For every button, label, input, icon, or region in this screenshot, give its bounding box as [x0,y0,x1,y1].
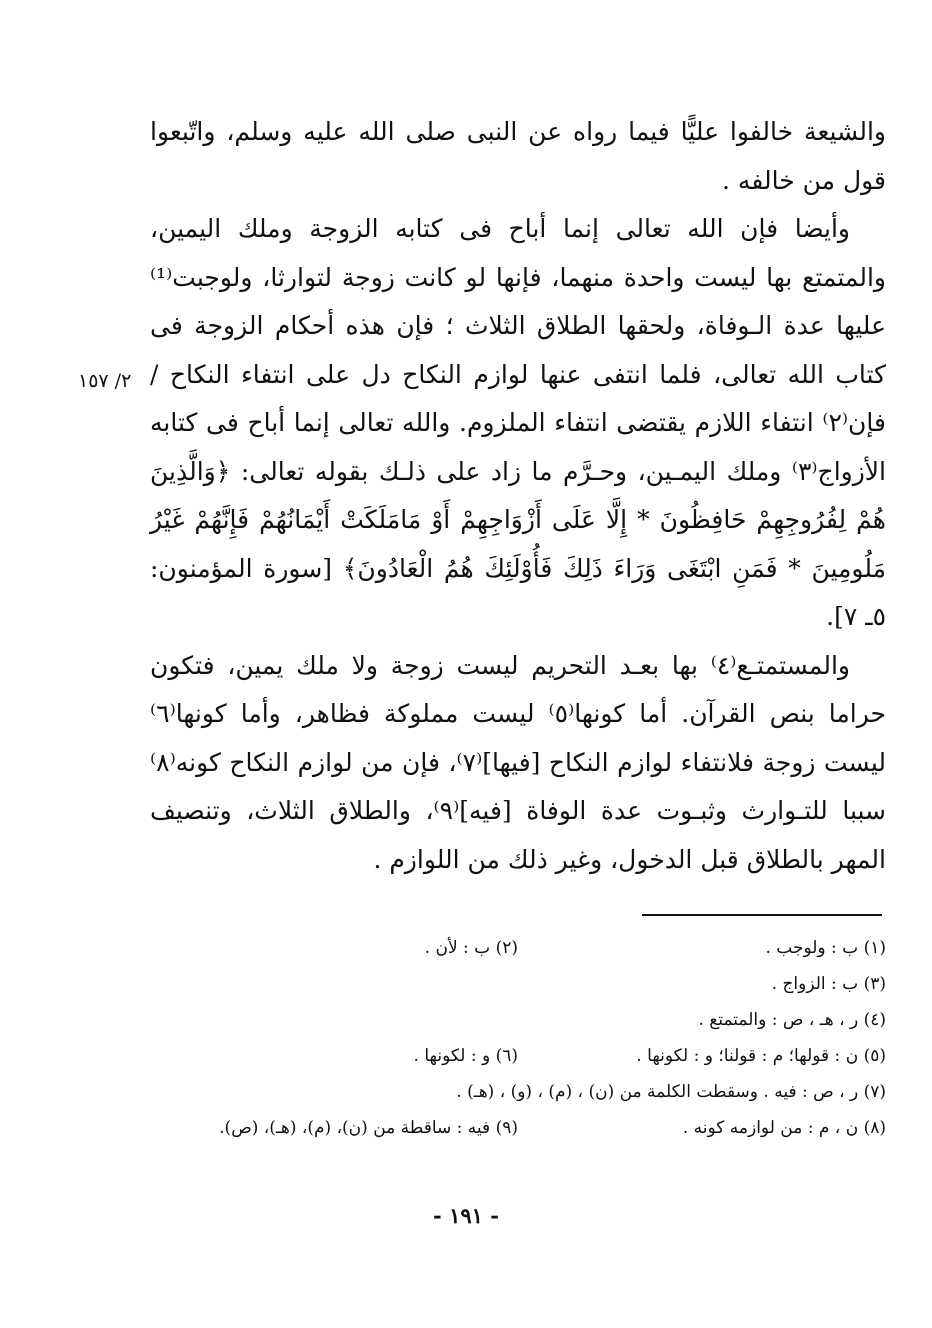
paragraph: والشيعة خالفوا عليًّا فيما رواه عن النبى صلى الله عليه وسلم، واتّبعوا قول من خالفه . [150,117,886,195]
footnote: (٧) ر ، ص : فيه . وسقطت الكلمة من (ن) ، (م) ، (و) ، (هـ) . [456,1082,886,1102]
margin-reference: ٢/ ١٥٧ [78,370,132,392]
footnotes [150,930,886,1146]
footnote: (٥) ن : قولها؛ م : قولنا؛ و : لكونها . [636,1046,886,1066]
footnote: (٦) و : لكونها . [413,1046,518,1066]
footnote: (٢) ب : لأن . [424,938,518,958]
footnote: (٣) ب : الزواج . [771,974,886,994]
footnote: (١) ب : ولوجب . [765,938,886,958]
footnote: (٩) فيه : ساقطة من (ن)، (م)، (هـ)، (ص). [219,1118,518,1138]
footnote-row [150,1074,886,1110]
footnote-row [150,966,886,1002]
footnote-row [150,1002,886,1038]
main-text [150,108,886,884]
footnote-row [150,930,886,966]
paragraph: والمستمتـع⁽٤⁾ بها بعـد التحريم ليست زوجة ولا ملك يمين، فتكون حراما بنص القرآن. أما كونها⁽٥⁾ ليست مملوكة فظاهر، وأما كونها⁽٦⁾ ليست زوجة فلانتفاء لوازم النكاح [فيها]⁽٧⁾، فإن من لوازم النكاح كونه⁽٨⁾ سببا للتـوارث وثبـوت عدة الوفاة [فيه]⁽٩⁾، والطلاق الثلاث، وتنصيف المهر بالطلاق قبل الدخول، وغير ذلك من اللوازم . [150,650,886,874]
footnote-row [150,1038,886,1074]
footnote-row [150,1110,886,1146]
footnote: (٨) ن ، م : من لوازمه كونه . [682,1118,886,1138]
paragraph: وأيضا فإن الله تعالى إنما أباح فى كتابه الزوجة وملك اليمين، والمتمتع بها ليست واحدة منهما، فإنها لو كانت زوجة لتوارثا، ولوجبت⁽¹⁾ عليها عدة الـوفاة، ولحقها الطلاق الثلاث ؛ فإن هذه أحكام الزوجة فى كتاب الله تعالى، فلما انتفى عنها لوازم النكاح دل على انتفاء النكاح / فإن⁽٢⁾ انتفاء اللازم يقتضى انتفاء الملزوم. والله تعالى إنما أباح فى كتابه الأزواج⁽٣⁾ وملك اليمـين، وحـرَّم ما زاد على ذلـك بقوله تعالى: ﴿وَالَّذِينَ هُمْ لِفُرُوجِهِمْ حَافِظُونَ * إِلَّا عَلَى أَزْوَاجِهِمْ أَوْ مَامَلَكَتْ أَيْمَانُهُمْ فَإِنَّهُمْ غَيْرُ مَلُومِينَ * فَمَنِ ابْتَغَى وَرَاءَ ذَلِكَ فَأُوْلَئِكَ هُمُ الْعَادُونَ﴾ [سورة المؤمنون: ٥ـ ٧]. [150,214,886,631]
footnote-divider [642,914,882,916]
page-number: - ١٩١ - [433,1203,499,1228]
footnote: (٤) ر ، هـ ، ص : والمتمتع . [698,1010,886,1030]
